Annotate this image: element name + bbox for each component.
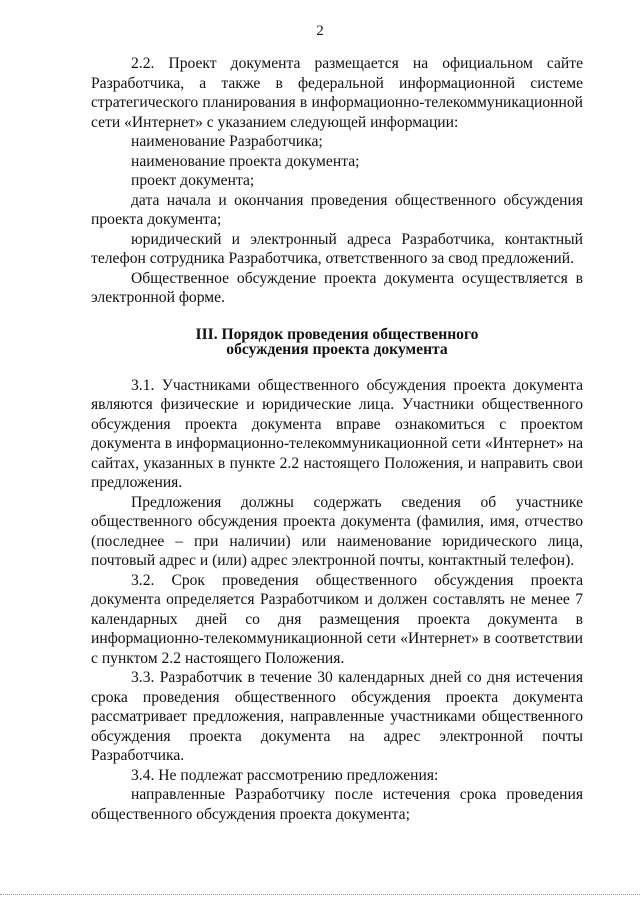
list-item: проект документа;	[131, 172, 255, 189]
list-item: наименование проекта документа;	[131, 152, 360, 170]
page-number: 2	[316, 23, 324, 39]
paragraph-3-2: 3.2. Срок проведения общественного обсуждения проекта документа определяется Разработчиком и должен составлять не менее 7 календарных дней со дня размещения проекта документа в информационно-телекоммуникационной сети «Интернет» в соответствии с пунктом 2.2 настоящего Положения.	[91, 571, 583, 667]
paragraph-2-2: 2.2. Проект документа размещается на официальном сайте Разработчика, а также в федеральной информационной системе стратегического планирования в информационно-телекоммуникационной сети «Интернет» с указанием следующей информации:	[91, 55, 583, 131]
paragraph-3-3: 3.3. Разработчик в течение 30 календарных дней со дня истечения срока проведения общественного обсуждения проекта документа рассматривает предложения, направленные участниками общественного обсуждения проекта документа на адрес электронной почты Разработчика.	[91, 669, 583, 764]
paragraph-3-4: 3.4. Не подлежат рассмотрению предложения:	[131, 766, 439, 784]
paragraph-3-1: 3.1. Участниками общественного обсуждения проекта документа являются физические и юридические лица. Участники общественного обсуждения проекта документа вправе ознакомиться с проектом документа в информационно-телекоммуникационной сети «Интернет» на сайтах, указанных в пункте 2.2 настоящего Положения, и направить свои предложения.	[91, 376, 583, 491]
document-body	[91, 54, 583, 824]
section-heading-line-2: обсуждения проекта документа	[226, 340, 448, 358]
page-bottom-edge	[0, 894, 640, 895]
paragraph-electronic-form: Общественное обсуждение проекта документа осуществляется в электронной форме.	[91, 269, 583, 306]
list-item: наименование Разработчика;	[131, 133, 323, 150]
paragraph-proposals: Предложения должны содержать сведения об участнике общественного обсуждения проекта документа (фамилия, имя, отчество (последнее – при наличии) или наименование юридического лица, почтовый адрес и (или) адрес электронной почты, контактный телефон).	[91, 493, 583, 569]
list-item: юридический и электронный адреса Разработчика, контактный телефон сотрудника Разработчика, ответственного за свод предложений.	[91, 230, 583, 267]
section-heading-line-1: III. Порядок проведения общественного	[195, 325, 479, 343]
section-heading	[91, 327, 583, 357]
list-item: дата начала и окончания проведения общественного обсуждения проекта документа;	[91, 191, 583, 228]
list-item: направленные Разработчику после истечения срока проведения общественного обсуждения проекта документа;	[91, 786, 583, 823]
